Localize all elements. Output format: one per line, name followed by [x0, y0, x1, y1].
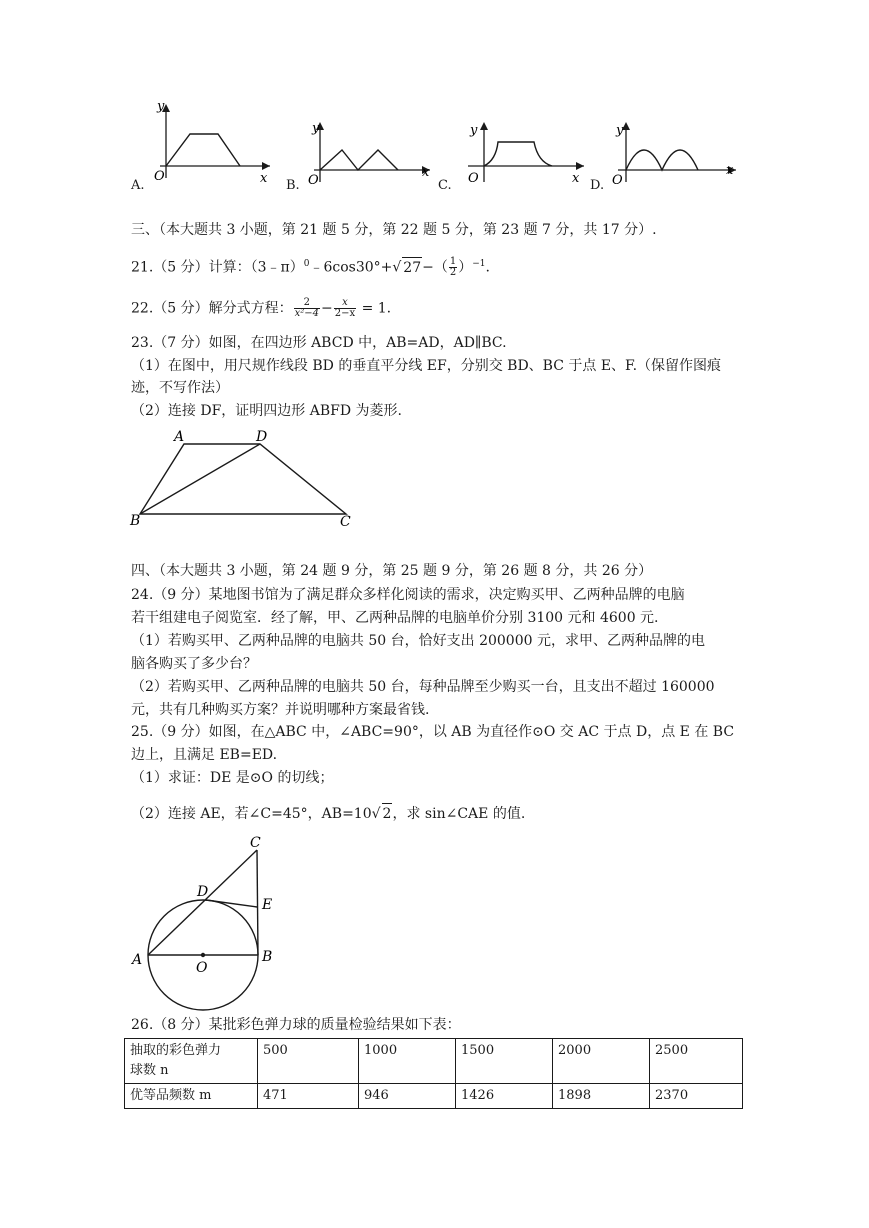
svg-text:O: O — [612, 173, 623, 188]
section3-header: 三、（本大题共 3 小题，第 21 题 5 分，第 22 题 5 分，第 23 题 7 分，共 17 分）. — [131, 222, 657, 238]
table-cell: 2500 — [650, 1039, 743, 1084]
question-24-line2: 若干组建电子阅览室．经了解，甲、乙两种品牌的电脑单价分别 3100 元和 4600 元. — [131, 610, 659, 626]
table-row — [125, 1084, 743, 1109]
table-cell: 1898 — [553, 1084, 650, 1109]
fig25-point-c: C — [250, 835, 261, 851]
svg-text:O: O — [468, 171, 479, 186]
table-cell: 2370 — [650, 1084, 743, 1109]
question-24-line4: 脑各购买了多少台？ — [131, 656, 257, 672]
fig25-point-d: D — [197, 884, 209, 900]
question-23-part2: （2）连接 DF，证明四边形 ABFD 为菱形. — [131, 403, 402, 419]
svg-text:y: y — [616, 123, 624, 138]
question-25-line2: 边上，且满足 EB=ED. — [131, 747, 278, 763]
question-26-stem: 26.（8 分）某批彩色弹力球的质量检验结果如下表： — [131, 1017, 461, 1033]
question-23-stem: 23.（7 分）如图，在四边形 ABCD 中，AB=AD，AD∥BC. — [131, 335, 507, 351]
table-cell: 1000 — [359, 1039, 456, 1084]
fig25-point-b: B — [262, 949, 273, 965]
svg-text:y: y — [312, 121, 320, 136]
table-header-cell: 抽取的彩色弹力 球数 n — [125, 1039, 258, 1084]
table-cell: 946 — [359, 1084, 456, 1109]
point-c-label: C — [340, 514, 351, 530]
question-24-line3: （1）若购买甲、乙两种品牌的电脑共 50 台，恰好支出 200000 元，求甲、乙两种品牌的电 — [131, 633, 705, 649]
option-d-label: D. — [590, 178, 605, 193]
quadrilateral-figure — [126, 428, 366, 530]
question-25-line3: （1）求证：DE 是⊙O 的切线； — [131, 770, 334, 786]
question-25-line1: 25.（9 分）如图，在△ABC 中，∠ABC=90°，以 AB 为直径作⊙O 交 AC 于点 D，点 E 在 BC — [131, 724, 735, 740]
double-arch-graph-icon — [608, 120, 742, 190]
svg-text:x: x — [572, 171, 580, 186]
point-a-label: A — [174, 429, 185, 445]
fig25-point-e: E — [262, 897, 273, 913]
table-cell: 1500 — [456, 1039, 553, 1084]
question-22: 22.（5 分）解分式方程： $\frac{2}{\text{x²−4}}$ − $\frac{x}{2-x}$ = 1. — [131, 297, 392, 319]
svg-text:O: O — [154, 169, 165, 184]
section4-header: 四、（本大题共 3 小题，第 24 题 9 分，第 25 题 9 分，第 26 题 8 分，共 26 分） — [131, 563, 653, 579]
point-b-label: B — [130, 513, 141, 529]
circle-triangle-figure — [126, 830, 286, 1016]
option-b-label: B. — [286, 178, 300, 193]
question-23-part1-a: （1）在图中，用尺规作线段 BD 的垂直平分线 EF，分别交 BD、BC 于点 E、F.（保留作图痕 — [131, 358, 722, 374]
question-23-part1-b: 迹，不写作法） — [131, 380, 229, 396]
table-header-cell: 优等品频数 m — [125, 1084, 258, 1109]
svg-text:O: O — [308, 173, 319, 188]
question-24-line1: 24.（9 分）某地图书馆为了满足群众多样化阅读的需求，决定购买甲、乙两种品牌的电脑 — [131, 587, 685, 603]
svg-text:y: y — [470, 123, 478, 138]
question-24-line6: 元，共有几种购买方案？并说明哪种方案最省钱. — [131, 702, 430, 718]
zigzag-graph-icon — [306, 118, 436, 190]
trapezoid-graph-icon — [148, 98, 276, 188]
point-d-label: D — [256, 429, 268, 445]
svg-text:x: x — [260, 171, 268, 186]
table-cell: 2000 — [553, 1039, 650, 1084]
table-row — [125, 1039, 743, 1084]
question-21: 21.（5 分）计算：（3﹣π）$^0$﹣6cos30°+√ 27−（ $\frac{1}{2}$ ）$^{-1}$. — [131, 256, 490, 279]
svg-text:x: x — [726, 163, 734, 178]
fig25-point-a: A — [132, 952, 143, 968]
table-cell: 500 — [258, 1039, 359, 1084]
question-25-line4: （2）连接 AE，若∠C=45°，AB=10√ 2，求 sin∠CAE 的值. — [131, 803, 525, 824]
question-24-line5: （2）若购买甲、乙两种品牌的电脑共 50 台，每种品牌至少购买一台，且支出不超过 160000 — [131, 679, 715, 695]
rounded-trapezoid-graph-icon — [462, 120, 590, 190]
option-a-label: A. — [131, 178, 145, 193]
table-cell: 471 — [258, 1084, 359, 1109]
svg-text:x: x — [422, 165, 430, 180]
quality-table — [124, 1038, 743, 1109]
table-cell: 1426 — [456, 1084, 553, 1109]
svg-text:y: y — [157, 99, 165, 114]
option-c-label: C. — [438, 178, 452, 193]
fig25-point-o: O — [196, 960, 208, 976]
